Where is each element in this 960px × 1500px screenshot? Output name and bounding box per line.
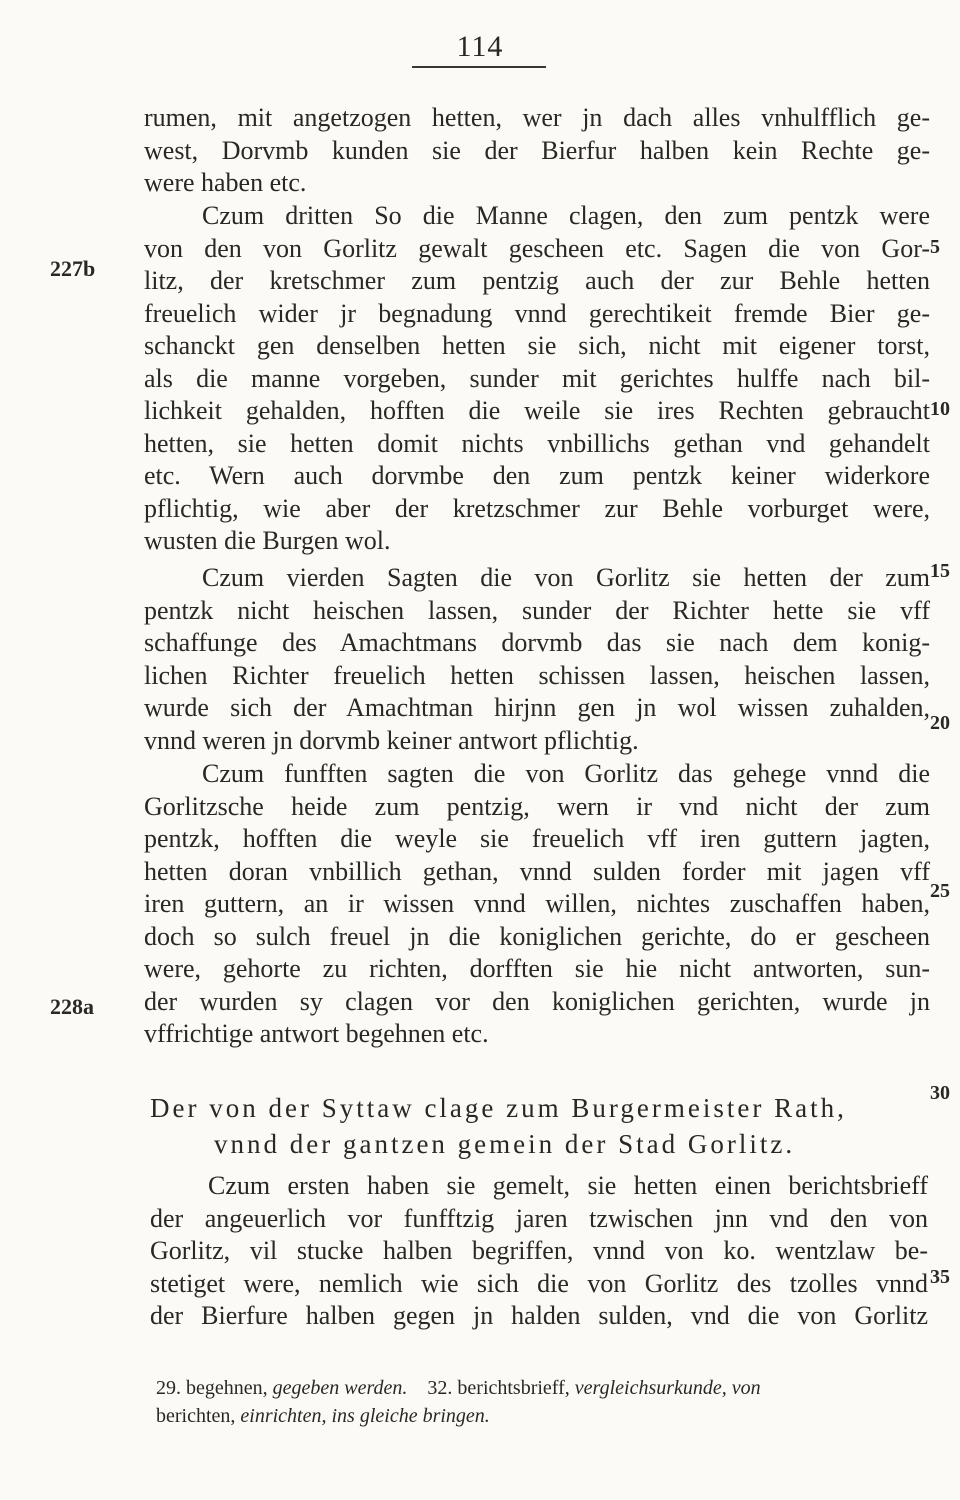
page-number: 114 (456, 30, 504, 63)
header-rule (412, 66, 546, 68)
text-line: Czum vierden Sagten die von Gorlitz sie hetten der zum (202, 563, 930, 592)
heading-line: Der von der Syttaw clage zum Burgermeister Rath, (150, 1093, 847, 1123)
text-line: were haben etc. (144, 168, 307, 197)
text-line: west, Dorvmb kunden sie der Bierfur halben kein Rechte ge- (144, 135, 930, 165)
text-line: lichkeit gehalden, hofften die weile sie ires Rechten gebraucht (144, 396, 930, 425)
line-number: 35 (930, 1266, 950, 1288)
footnote-ref: 32. berichtsbrieff, (427, 1377, 570, 1399)
text-line: schaffunge des Amachtmans dorvmb das sie nach dem konig- (144, 628, 930, 657)
text-line: lichen Richter freuelich hetten schissen lassen, heischen lassen, (144, 660, 930, 690)
paragraph-dritten (144, 200, 930, 558)
paragraph-ersten (150, 1170, 928, 1333)
footnotes (156, 1374, 936, 1430)
text-line: hetten doran vnbillich gethan, vnnd sulden forder mit jagen vff (144, 856, 930, 886)
footnote-text: berichten, (156, 1405, 236, 1427)
line-number: 10 (930, 398, 950, 420)
text-line: etc. Wern auch dorvmbe den zum pentzk keiner widerkore (144, 461, 930, 490)
text-line: iren guttern, an ir wissen vnnd willen, nichtes zuschaffen haben, (144, 889, 930, 918)
text-line: der wurden sy clagen vor den koniglichen gerichten, wurde jn (144, 986, 930, 1016)
footnote-line (156, 1374, 936, 1402)
text-line: pentzk, hofften die weyle sie freuelich vff iren guttern jagten, (144, 824, 930, 853)
text-line: wurde sich der Amachtman hirjnn gen jn wol wissen zuhalden, (144, 693, 930, 722)
text-line: der angeuerlich vor funfftzig jaren tzwischen jnn vnd den von (150, 1203, 928, 1233)
text-line: rumen, mit angetzogen hetten, wer jn dach alles vnhulfflich ge- (144, 103, 930, 132)
text-line: Czum dritten So die Manne clagen, den zum pentzk were (202, 201, 930, 230)
text-line: Gorlitzsche heide zum pentzig, wern ir vnd nicht der zum (144, 791, 930, 821)
text-line: hetten, sie hetten domit nichts vnbillichs gethan vnd gehandelt (144, 428, 930, 458)
footnote-line (156, 1402, 936, 1430)
text-line: pflichtig, wie aber der kretzschmer zur Behle vorburget were, (144, 493, 930, 523)
line-number: 20 (930, 712, 950, 734)
text-line: der Bierfure halben gegen jn halden sulden, vnd die von Gorlitz (150, 1301, 928, 1330)
text-line: freuelich wider jr begnadung vnnd gerechtikeit fremde Bier ge- (144, 298, 930, 328)
margin-note: 227b (50, 256, 96, 281)
text-line: litz, der kretschmer zum pentzig auch der zur Behle hetten (144, 266, 930, 295)
line-number: 5 (930, 236, 940, 258)
heading-line: vnnd der gantzen gemein der Stad Gorlitz. (214, 1129, 796, 1159)
text-line: were, gehorte zu richten, dorfften sie hie nicht antworten, sun- (144, 954, 930, 983)
line-number: 25 (930, 880, 950, 902)
text-line: schanckt gen denselben hetten sie sich, nicht mit eigener torst, (144, 331, 930, 360)
footnote-ref: 29. begehnen, (156, 1377, 268, 1399)
text-line: Gorlitz, vil stucke halben begriffen, vnnd von ko. wentzlaw be- (150, 1236, 928, 1265)
text-line: von den von Gorlitz gewalt gescheen etc. Sagen die von Gor- (144, 233, 930, 263)
text-line: stetiget were, nemlich wie sich die von Gorlitz des tzolles vnnd (150, 1268, 928, 1298)
footnote-gloss: einrichten, ins gleiche bringen. (240, 1405, 490, 1427)
line-number: 15 (930, 560, 950, 582)
text-line: vffrichtige antwort begehnen etc. (144, 1019, 489, 1048)
text-line: wusten die Burgen wol. (144, 526, 391, 555)
paragraph-vierden (144, 562, 930, 757)
paragraph-funfften (144, 758, 930, 1051)
margin-note: 228a (50, 994, 94, 1019)
text-line: doch so sulch freuel jn die koniglichen gerichte, do er gescheen (144, 921, 930, 951)
text-line: vnnd weren jn dorvmb keiner antwort pflichtig. (144, 725, 639, 755)
text-line: Czum ersten haben sie gemelt, sie hetten einen berichtsbrieff (208, 1171, 928, 1200)
footnote-gloss: gegeben werden. (272, 1377, 408, 1399)
section-heading (150, 1090, 940, 1162)
text-line: Czum funfften sagten die von Gorlitz das gehege vnnd die (202, 759, 930, 788)
text-line: pentzk nicht heischen lassen, sunder der Richter hette sie vff (144, 595, 930, 625)
line-number: 30 (930, 1082, 950, 1104)
text-line: als die manne vorgeben, sunder mit gerichtes hulffe nach bil- (144, 363, 930, 393)
footnote-gloss: vergleichsurkunde, von (574, 1377, 761, 1399)
paragraph-continuation (144, 102, 930, 200)
